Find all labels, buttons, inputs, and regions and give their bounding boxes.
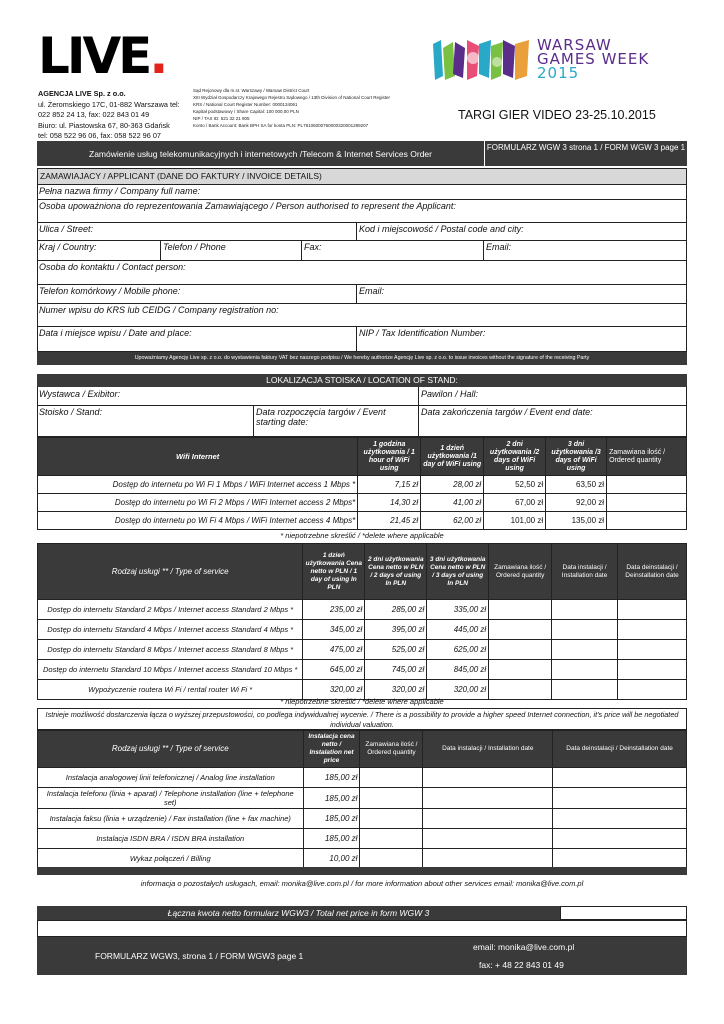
table-row xyxy=(38,494,687,512)
live-logo xyxy=(38,27,169,85)
standard-note: * niepotrzebne skreślić / *delete where applicable xyxy=(280,697,444,706)
event-title: TARGI GIER VIDEO 23-25.10.2015 xyxy=(458,108,656,122)
wifi-price: 7,15 zł xyxy=(358,476,421,494)
hall-field[interactable]: Pawilon / Hall: xyxy=(421,389,479,399)
wgw-line-2: GAMES WEEK xyxy=(537,50,650,68)
phone-deinstall-date-input[interactable] xyxy=(553,788,687,809)
order-title: Zamówienie usług telekomunikacyjnych i internetowych /Telecom & Internet Services Order xyxy=(37,141,484,166)
phone-services-table xyxy=(37,730,687,869)
standard-col-qty: Zamawiana ilość / Ordered quantity xyxy=(489,544,552,600)
email-field[interactable]: Email: xyxy=(486,242,512,252)
standard-price: 235,00 zł xyxy=(303,600,365,620)
standard-quantity-input[interactable] xyxy=(489,640,552,660)
standard-service: Wypożyczenie routera Wi Fi / rental router Wi Fi * xyxy=(38,680,303,700)
date-place-field[interactable]: Data i miejsce wpisu / Date and place: xyxy=(37,326,357,352)
company-name-field[interactable]: Pełna nazwa firmy / Company full name: xyxy=(39,186,201,196)
stand-field[interactable]: Stoisko / Stand: xyxy=(37,405,254,437)
wgw-line-3: 2015 xyxy=(537,64,580,82)
table-row xyxy=(38,600,687,620)
wifi-price: 21,45 zł xyxy=(358,512,421,530)
standard-price: 445,00 zł xyxy=(427,620,489,640)
end-date-field[interactable]: Data zakończenia targów / Event end date: xyxy=(421,407,593,417)
company-office: Biuro: ul. Piastowska 67, 80-363 Gdańsk xyxy=(38,120,170,130)
phone-deinstall-date-input[interactable] xyxy=(553,768,687,788)
standard-price: 320,00 zł xyxy=(303,680,365,700)
phone-quantity-input[interactable] xyxy=(360,768,423,788)
standard-col-1d: 1 dzień użytkowania Cena netto w PLN / 1 day of using In PLN xyxy=(303,544,365,600)
wifi-table xyxy=(37,437,687,530)
wifi-col-2d: 2 dni użytkowania /2 days of WiFi using xyxy=(484,438,546,476)
phone-install-date-input[interactable] xyxy=(423,849,553,869)
street-field[interactable]: Ulica / Street: xyxy=(37,222,357,240)
footer-email: email: monika@live.com.pl xyxy=(473,942,575,952)
wifi-price: 28,00 zł xyxy=(421,476,484,494)
wifi-service: Dostęp do internetu po Wi Fi 4 Mbps / WiFi Internet access 4 Mbps* xyxy=(38,512,358,530)
exhibitor-field[interactable]: Wystawca / Exibitor: xyxy=(37,387,419,405)
phone-deinstall-date-input[interactable] xyxy=(553,849,687,869)
table-row xyxy=(38,660,687,680)
wifi-col-1d: 1 dzień użytkowania /1 day of WiFi using xyxy=(421,438,484,476)
mobile-field[interactable]: Telefon komórkowy / Mobile phone: xyxy=(37,284,357,303)
wifi-quantity-input[interactable] xyxy=(607,476,687,494)
phone-service: Instalacja telefonu (linia + aparat) / Telephone installation (line + telephone set) xyxy=(38,788,304,809)
krs-field[interactable]: Numer wpisu do KRS lub CEIDG / Company registration no: xyxy=(39,305,279,315)
standard-price: 475,00 zł xyxy=(303,640,365,660)
wifi-col-3d: 3 dni użytkowania /3 days of WiFi using xyxy=(546,438,607,476)
wifi-price: 41,00 zł xyxy=(421,494,484,512)
company-phone: 022 852 24 13, fax: 022 843 01 49 xyxy=(38,110,150,119)
total-spacer xyxy=(37,920,687,937)
standard-deinstall-date-input[interactable] xyxy=(618,620,687,640)
wifi-service: Dostęp do internetu po Wi Fi 2 Mbps / WiFi Internet access 2 Mbps* xyxy=(38,494,358,512)
wifi-service: Dostęp do internetu po Wi Fi 1 Mbps / WiFi Internet access 1 Mbps * xyxy=(38,476,358,494)
phone-field[interactable]: Telefon / Phone xyxy=(161,240,302,260)
standard-price: 285,00 zł xyxy=(365,600,427,620)
standard-header: Rodzaj usługi ** / Type of service xyxy=(38,544,303,600)
info-line: informacja o pozostałych usługach, email: monika@live.com.pl / for more information about other services email: monika@live.com.pl xyxy=(140,879,584,888)
phone-service: Instalacja faksu (linia + urządzenie) / Fax installation (line + fax machine) xyxy=(38,809,304,829)
location-header: LOKALIZACJA STOISKA / LOCATION OF STAND: xyxy=(37,374,687,387)
standard-col-install: Data instalacji / Installation date xyxy=(552,544,618,600)
speed-info: Istnieje możliwość dostarczenia łącza o wyższej przepustowości, co podlega indywidualnej wycenie. / There is a possibility to provide a higher speed Internet connection, it's price will be negotiated individual valuation. xyxy=(37,708,687,730)
table-row xyxy=(38,849,687,869)
wifi-price: 62,00 zł xyxy=(421,512,484,530)
applicant-header: ZAMAWIAJACY / APPLICANT (DANE DO FAKTURY / INVOICE DETAILS) xyxy=(38,169,686,184)
standard-price: 335,00 zł xyxy=(427,600,489,620)
standard-price: 645,00 zł xyxy=(303,660,365,680)
phone-service: Instalacja analogowej linii telefonicznej / Analog line installation xyxy=(38,768,304,788)
company-name: AGENCJA LIVE Sp. z o.o. xyxy=(38,89,126,98)
wifi-price: 101,00 zł xyxy=(484,512,546,530)
standard-price: 395,00 zł xyxy=(365,620,427,640)
standard-price: 345,00 zł xyxy=(303,620,365,640)
contact-person-field[interactable]: Osoba do kontaktu / Contact person: xyxy=(39,262,186,272)
phone-quantity-input[interactable] xyxy=(360,788,423,809)
wifi-price: 135,00 zł xyxy=(546,512,607,530)
legal-info xyxy=(193,87,433,129)
wifi-price: 14,30 zł xyxy=(358,494,421,512)
phone-service: Instalacja ISDN BRA / ISDN BRA installation xyxy=(38,829,304,849)
standard-install-date-input[interactable] xyxy=(552,600,618,620)
phone-install-date-input[interactable] xyxy=(423,809,553,829)
standard-price: 625,00 zł xyxy=(427,640,489,660)
standard-price: 320,00 zł xyxy=(365,680,427,700)
logo-dot: . xyxy=(149,27,169,85)
wgw-logo xyxy=(433,36,673,86)
phone-col-deinstall: Data deinstalacji / Deinstallation date xyxy=(553,731,687,768)
company-office-phone: tel: 058 522 96 06, fax: 058 522 96 07 xyxy=(38,131,161,140)
standard-install-date-input[interactable] xyxy=(552,660,618,680)
wifi-quantity-input[interactable] xyxy=(607,512,687,530)
wgw-emblem-icon xyxy=(433,36,531,84)
phone-install-date-input[interactable] xyxy=(423,829,553,849)
phone-quantity-input[interactable] xyxy=(360,809,423,829)
phone-quantity-input[interactable] xyxy=(360,849,423,869)
phone-install-date-input[interactable] xyxy=(423,768,553,788)
table-row xyxy=(38,476,687,494)
phone-price: 185,00 zł xyxy=(303,829,360,849)
table-row xyxy=(38,809,687,829)
standard-service: Dostęp do internetu Standard 10 Mbps / Internet access Standard 10 Mbps * xyxy=(38,660,303,680)
legal-line: XIII Wydział Gospodarczy Krajowego Rejestru Sądowego / 13th Division of National Court Register xyxy=(193,95,391,100)
standard-price: 525,00 zł xyxy=(365,640,427,660)
company-address: ul. Żeromskiego 17C, 01-882 Warszawa tel: xyxy=(38,99,180,109)
phone-price: 185,00 zł xyxy=(303,768,360,788)
table-row xyxy=(38,640,687,660)
nip-field[interactable]: NIP / Tax Identification Number: xyxy=(359,328,486,338)
wifi-col-qty: Zamawiana ilość / Ordered quantity xyxy=(607,438,687,476)
legal-line: KRS / National Court Register Number: 0000134061 xyxy=(193,102,298,107)
phone-price: 185,00 zł xyxy=(303,809,360,829)
standard-install-date-input[interactable] xyxy=(552,620,618,640)
phone-quantity-input[interactable] xyxy=(360,829,423,849)
legal-line: Sąd Rejonowy dla m.st. Warszawy / Warsaw District Court xyxy=(193,88,310,93)
company-info xyxy=(38,89,193,142)
standard-price: 845,00 zł xyxy=(427,660,489,680)
authorised-person-field[interactable]: Osoba upoważniona do reprezentowania Zamawiającego / Person authorised to represent the Applicant: xyxy=(39,201,456,211)
table-row xyxy=(38,512,687,530)
wifi-price: 67,00 zł xyxy=(484,494,546,512)
phone-price: 185,00 zł xyxy=(303,788,360,809)
standard-deinstall-date-input[interactable] xyxy=(618,660,687,680)
standard-service: Dostęp do internetu Standard 4 Mbps / Internet access Standard 4 Mbps * xyxy=(38,620,303,640)
logo-text: LIVE xyxy=(38,27,150,85)
standard-col-3d: 3 dni użytkowania Cena netto w PLN / 3 days of using In PLN xyxy=(427,544,489,600)
wifi-col-1h: 1 godzina użytkowania / 1 hour of WiFi using xyxy=(358,438,421,476)
legal-line: Konto / Bank Account: Bank BPH SA for konta PLN: PL78106000760000320001289207 xyxy=(193,123,369,128)
standard-install-date-input[interactable] xyxy=(552,640,618,660)
phone-install-date-input[interactable] xyxy=(423,788,553,809)
table-bottom-bar xyxy=(37,867,687,875)
phone-service: Wykaz połączeń / Billing xyxy=(38,849,304,869)
wgw-title xyxy=(537,38,649,80)
table-row xyxy=(38,768,687,788)
phone-col-price: Instalacja cena netto / Instalation net price xyxy=(303,731,360,768)
standard-quantity-input[interactable] xyxy=(489,600,552,620)
standard-price: 320,00 zł xyxy=(427,680,489,700)
standard-col-deinstall: Data deinstalacji / Deinstallation date xyxy=(618,544,687,600)
standard-deinstall-date-input[interactable] xyxy=(618,600,687,620)
fax-field[interactable]: Fax: xyxy=(302,240,484,260)
total-value-input[interactable] xyxy=(560,906,687,920)
standard-quantity-input[interactable] xyxy=(489,620,552,640)
footer-form: FORMULARZ WGW3, strona 1 / FORM WGW3 page 1 xyxy=(95,951,304,961)
standard-deinstall-date-input[interactable] xyxy=(618,640,687,660)
standard-quantity-input[interactable] xyxy=(489,660,552,680)
phone-deinstall-date-input[interactable] xyxy=(553,809,687,829)
wifi-quantity-input[interactable] xyxy=(607,494,687,512)
phone-header: Rodzaj usługi ** / Type of service xyxy=(38,731,304,768)
wifi-price: 63,50 zł xyxy=(546,476,607,494)
wifi-header: Wifi Internet xyxy=(38,438,358,476)
standard-service: Dostęp do internetu Standard 8 Mbps / Internet access Standard 8 Mbps * xyxy=(38,640,303,660)
table-row xyxy=(38,620,687,640)
standard-internet-table xyxy=(37,543,687,700)
email2-field[interactable]: Email: xyxy=(359,286,385,296)
phone-col-qty: Zamawiana ilość / Ordered quantity xyxy=(360,731,423,768)
wgw-line-1: WARSAW xyxy=(537,36,612,54)
postal-field[interactable]: Kod i miejscowość / Postal code and city: xyxy=(359,224,524,234)
authorization-note: Upoważniamy Agencję Live sp. z o.o. do wystawienia faktury VAT bez naszego podpisu / We hereby authorize Agencję Live sp. z o.o. to issue invoices without the signature of the receiving Party xyxy=(37,352,687,365)
table-row xyxy=(38,829,687,849)
standard-col-2d: 2 dni użytkowania Cena netto w PLN / 2 days of using In PLN xyxy=(365,544,427,600)
wifi-price: 52,50 zł xyxy=(484,476,546,494)
phone-price: 10,00 zł xyxy=(303,849,360,869)
table-row xyxy=(38,788,687,809)
phone-deinstall-date-input[interactable] xyxy=(553,829,687,849)
total-label: Łączna kwota netto formularz WGW3 / Total net price in form WGW 3 xyxy=(37,906,560,920)
legal-line: NIP / TAX ID: 521 32 21 905 xyxy=(193,116,250,121)
form-id: FORMULARZ WGW 3 strona 1 / FORM WGW 3 page 1 xyxy=(485,141,687,166)
legal-line: Kapitał podstawowy / Share Capital: 100 000,00 PLN xyxy=(193,109,299,114)
standard-price: 745,00 zł xyxy=(365,660,427,680)
country-field[interactable]: Kraj / Country: xyxy=(37,240,161,260)
wifi-price: 92,00 zł xyxy=(546,494,607,512)
footer-fax: fax: + 48 22 843 01 49 xyxy=(479,960,564,970)
standard-service: Dostęp do internetu Standard 2 Mbps / Internet access Standard 2 Mbps * xyxy=(38,600,303,620)
start-date-field[interactable]: Data rozpoczęcia targów / Event starting date: xyxy=(254,405,419,437)
wifi-note: * niepotrzebne skreślić / *delete where applicable xyxy=(280,531,444,540)
phone-col-install: Data instalacji / Installation date xyxy=(423,731,553,768)
